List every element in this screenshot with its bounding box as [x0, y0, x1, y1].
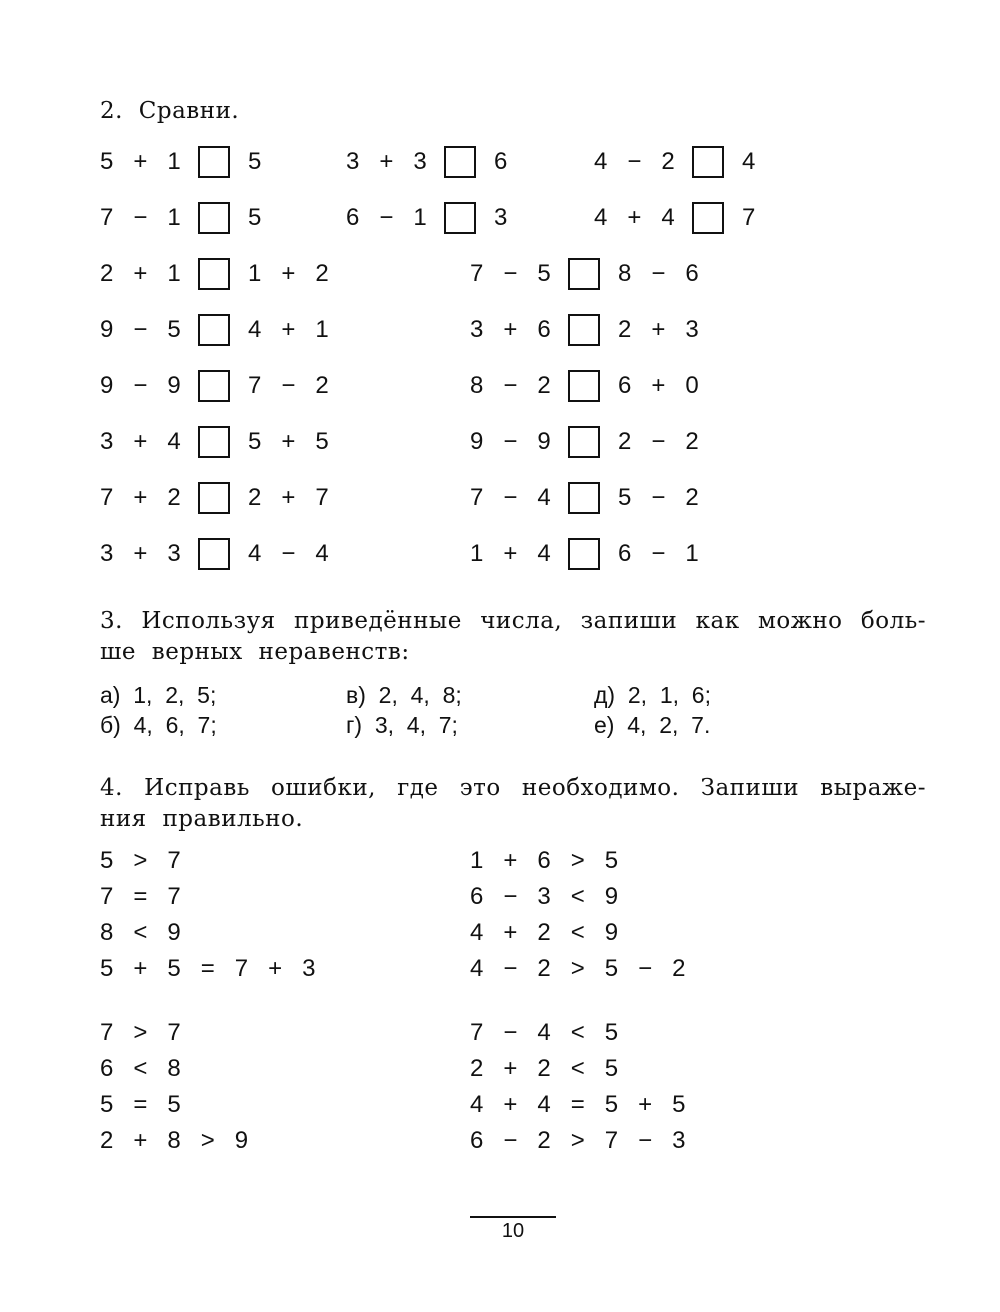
expression-to-check: 7 − 4 < 5 — [470, 1019, 619, 1046]
answer-box[interactable] — [568, 538, 600, 570]
compare-row — [470, 480, 699, 516]
number-set: б) 4, 6, 7; — [100, 712, 217, 738]
answer-box[interactable] — [198, 258, 230, 290]
expression: 7 − 4 — [470, 484, 551, 511]
footer-divider — [470, 1216, 556, 1218]
number-set: в) 2, 4, 8; — [346, 682, 462, 708]
expression-to-check: 6 − 3 < 9 — [470, 883, 619, 910]
expression-to-check: 1 + 6 > 5 — [470, 847, 619, 874]
expression-to-check: 2 + 8 > 9 — [100, 1127, 249, 1154]
answer-box[interactable] — [568, 314, 600, 346]
expression: 2 − 2 — [618, 428, 699, 455]
compare-row — [470, 312, 699, 348]
answer-box[interactable] — [692, 202, 724, 234]
expression: 6 − 1 — [346, 204, 427, 231]
expression-to-check: 2 + 2 < 5 — [470, 1055, 619, 1082]
answer-box[interactable] — [568, 482, 600, 514]
compare-row — [470, 424, 699, 460]
compare-row — [346, 144, 507, 180]
expression: 1 + 2 — [248, 260, 329, 287]
answer-box[interactable] — [198, 370, 230, 402]
expression: 4 − 4 — [248, 540, 329, 567]
task-4-heading-line: 4. Исправь ошибки, где это необходимо. Запиши выраже- — [100, 775, 926, 801]
number-set: а) 1, 2, 5; — [100, 682, 217, 708]
task-3-heading — [100, 606, 926, 668]
expression: 3 + 3 — [346, 148, 427, 175]
expression: 5 − 2 — [618, 484, 699, 511]
answer-box[interactable] — [444, 146, 476, 178]
expression-to-check: 6 < 8 — [100, 1055, 181, 1082]
expression: 5 + 1 — [100, 148, 181, 175]
answer-box[interactable] — [198, 482, 230, 514]
expression: 2 + 1 — [100, 260, 181, 287]
expression: 1 + 4 — [470, 540, 551, 567]
task-2-heading — [100, 96, 926, 127]
answer-box[interactable] — [692, 146, 724, 178]
task-3-heading-line: 3. Используя приведённые числа, запиши как можно боль- — [100, 608, 926, 634]
expression: 3 + 3 — [100, 540, 181, 567]
answer-box[interactable] — [198, 202, 230, 234]
expression: 5 + 5 — [248, 428, 329, 455]
expression: 6 − 1 — [618, 540, 699, 567]
task-4-heading-line: ния правильно. — [100, 806, 304, 832]
expression: 6 — [494, 148, 508, 175]
expression: 5 — [248, 204, 262, 231]
expression: 5 — [248, 148, 262, 175]
expression-to-check: 8 < 9 — [100, 919, 181, 946]
expression: 7 − 2 — [248, 372, 329, 399]
number-set: д) 2, 1, 6; — [594, 682, 711, 708]
compare-row — [100, 368, 329, 404]
expression: 9 − 9 — [470, 428, 551, 455]
answer-box[interactable] — [568, 258, 600, 290]
expression-to-check: 4 + 2 < 9 — [470, 919, 619, 946]
compare-row — [594, 200, 755, 236]
expression: 7 — [742, 204, 756, 231]
expression: 7 − 1 — [100, 204, 181, 231]
expression-to-check: 5 = 5 — [100, 1091, 181, 1118]
answer-box[interactable] — [198, 426, 230, 458]
expression: 7 + 2 — [100, 484, 181, 511]
compare-row — [100, 536, 329, 572]
task-2-heading-text: 2. Сравни. — [100, 98, 240, 124]
number-set: е) 4, 2, 7. — [594, 712, 711, 738]
expression: 4 — [742, 148, 756, 175]
expression-to-check: 4 + 4 = 5 + 5 — [470, 1091, 686, 1118]
expression-to-check: 5 + 5 = 7 + 3 — [100, 955, 316, 982]
compare-row — [470, 256, 699, 292]
expression: 4 − 2 — [594, 148, 675, 175]
answer-box[interactable] — [198, 314, 230, 346]
answer-box[interactable] — [198, 146, 230, 178]
expression-to-check: 7 = 7 — [100, 883, 181, 910]
number-set: г) 3, 4, 7; — [346, 712, 458, 738]
compare-row — [346, 200, 507, 236]
compare-row — [594, 144, 755, 180]
compare-row — [470, 368, 699, 404]
expression: 4 + 1 — [248, 316, 329, 343]
compare-row — [100, 144, 261, 180]
compare-row — [470, 536, 699, 572]
expression: 4 + 4 — [594, 204, 675, 231]
expression: 8 − 2 — [470, 372, 551, 399]
answer-box[interactable] — [568, 370, 600, 402]
compare-row — [100, 424, 329, 460]
task-4-heading — [100, 773, 926, 835]
expression: 3 + 6 — [470, 316, 551, 343]
expression-to-check: 5 > 7 — [100, 847, 181, 874]
expression-to-check: 6 − 2 > 7 − 3 — [470, 1127, 686, 1154]
answer-box[interactable] — [444, 202, 476, 234]
expression: 2 + 7 — [248, 484, 329, 511]
compare-row — [100, 200, 261, 236]
expression: 6 + 0 — [618, 372, 699, 399]
expression: 9 − 9 — [100, 372, 181, 399]
expression: 7 − 5 — [470, 260, 551, 287]
expression: 2 + 3 — [618, 316, 699, 343]
expression-to-check: 7 > 7 — [100, 1019, 181, 1046]
compare-row — [100, 312, 329, 348]
answer-box[interactable] — [568, 426, 600, 458]
expression: 8 − 6 — [618, 260, 699, 287]
expression: 3 — [494, 204, 508, 231]
answer-box[interactable] — [198, 538, 230, 570]
compare-row — [100, 480, 329, 516]
page-number: 10 — [501, 1220, 525, 1242]
compare-row — [100, 256, 329, 292]
task-3-heading-line: ше верных неравенств: — [100, 639, 410, 665]
expression-to-check: 4 − 2 > 5 − 2 — [470, 955, 686, 982]
expression: 3 + 4 — [100, 428, 181, 455]
expression: 9 − 5 — [100, 316, 181, 343]
